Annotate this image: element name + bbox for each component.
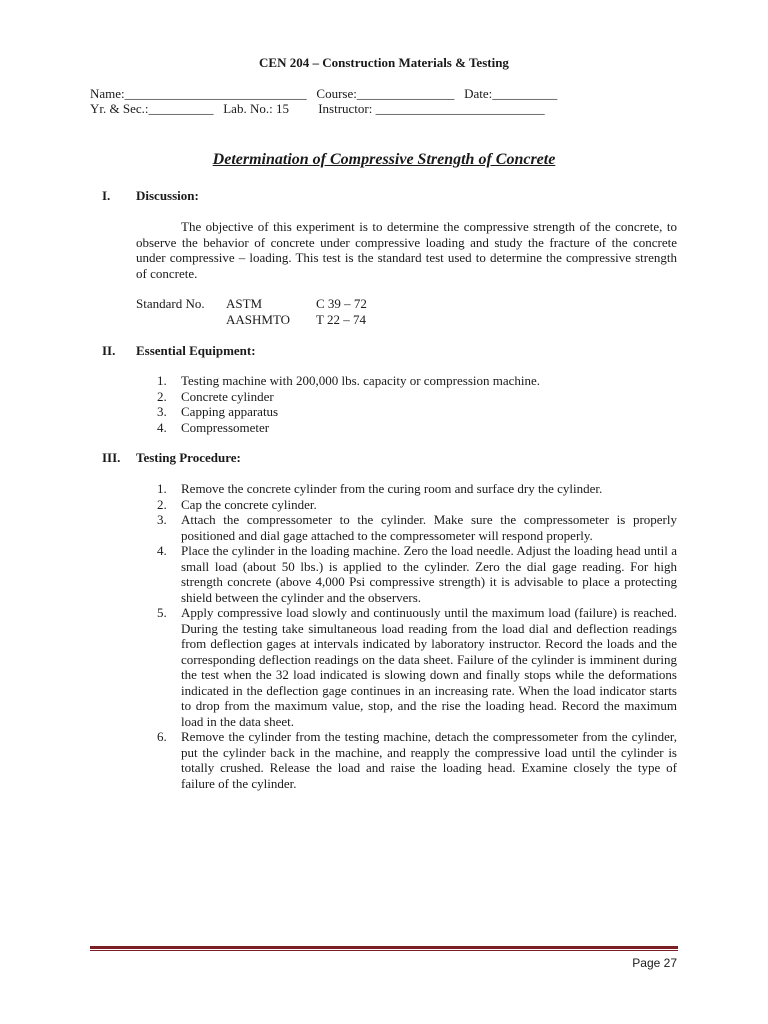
list-item bbox=[136, 389, 677, 405]
list-item-text: Attach the compressometer to the cylinder. Make sure the compressometer is properly positioned and dial gage attached to the compressometer will respond properly. bbox=[181, 512, 677, 543]
list-item-text: Remove the cylinder from the testing machine, detach the compressometer from the cylinder, put the cylinder back in the machine, and reapply the compressive load until the cylinder is totally crushed. Release the load and raise the loading head. Examine closely the type of failure of the cylinder. bbox=[181, 729, 677, 791]
discussion-paragraph: The objective of this experiment is to determine the compressive strength of the concrete, to observe the behavior of concrete under compressive loading and study the fracture of the concrete under compressive – loading. This test is the standard test used to determine the compressive strength of concrete. bbox=[136, 219, 677, 281]
list-item bbox=[136, 373, 677, 389]
list-item bbox=[136, 404, 677, 420]
equipment-list bbox=[136, 373, 677, 435]
list-item-number: 5. bbox=[157, 605, 167, 620]
section-number-discussion: I. bbox=[102, 188, 111, 203]
list-item bbox=[136, 729, 677, 791]
standard-org: ASTM bbox=[226, 296, 263, 311]
footer-rule-thin bbox=[90, 950, 678, 951]
footer-rule-thick bbox=[90, 946, 678, 949]
list-item-text: Cap the concrete cylinder. bbox=[181, 496, 317, 512]
list-item-number: 3. bbox=[157, 404, 167, 419]
document-title: Determination of Compressive Strength of Concrete bbox=[212, 151, 556, 168]
list-item bbox=[136, 512, 677, 543]
section-number-procedure: III. bbox=[102, 450, 121, 465]
list-item-text: Capping apparatus bbox=[181, 404, 279, 419]
list-item-text: Apply compressive load slowly and continuously until the maximum load (failure) is reached. During the testing take simultaneous load reading from the load dial and deflection readings from deflection gages at intervals indicated by laboratory instructor. Record the loads and the corresponding deflection readings on the data sheet. Failure of the cylinder is imminent during the test when the 32 load indicated is slowing down and finally stops while the deformations indicated in the deflection gage continues in an increasing rate. When the load indicator starts to drop from the maximum value, stop, and the rise the loading head. Record the maximum load in the data sheet. bbox=[181, 605, 677, 729]
list-item-number: 2. bbox=[157, 388, 167, 404]
list-item-number: 1. bbox=[157, 481, 167, 496]
list-item-text: Concrete cylinder bbox=[181, 388, 274, 404]
procedure-list bbox=[136, 481, 677, 791]
list-item-number: 4. bbox=[157, 419, 167, 435]
list-item-number: 2. bbox=[157, 496, 167, 512]
course-title: CEN 204 – Construction Materials & Testing bbox=[259, 55, 509, 70]
list-item-text: Remove the concrete cylinder from the curing room and surface dry the cylinder. bbox=[181, 481, 603, 496]
list-item bbox=[136, 543, 677, 605]
list-item bbox=[136, 420, 677, 436]
list-item bbox=[136, 497, 677, 513]
list-item-text: Testing machine with 200,000 lbs. capacity or compression machine. bbox=[181, 373, 541, 388]
list-item-number: 6. bbox=[157, 729, 167, 744]
list-item-number: 3. bbox=[157, 512, 167, 527]
list-item-number: 4. bbox=[157, 543, 167, 558]
section-heading-discussion: Discussion: bbox=[136, 188, 199, 203]
list-item-text: Compressometer bbox=[181, 419, 270, 435]
standard-label: Standard No. bbox=[136, 296, 205, 311]
list-item-number: 1. bbox=[157, 373, 167, 388]
student-info-line-2: Yr. & Sec.:__________ Lab. No.: 15 Instructor: __________________________ bbox=[90, 101, 545, 116]
section-heading-equipment: Essential Equipment: bbox=[136, 343, 256, 358]
standard-org: AASHMTO bbox=[226, 312, 291, 327]
list-item bbox=[136, 605, 677, 729]
page-number: Page 27 bbox=[632, 956, 677, 970]
standard-code: T 22 – 74 bbox=[316, 312, 366, 327]
section-heading-procedure: Testing Procedure: bbox=[136, 450, 241, 465]
student-info-line-1: Name:____________________________ Course:_______________ Date:__________ bbox=[90, 86, 558, 101]
list-item bbox=[136, 481, 677, 497]
list-item-text: Place the cylinder in the loading machine. Zero the load needle. Adjust the loading head until a small load (about 50 lbs.) is applied to the cylinder. Zero the dial gage reading. For high strength concrete (above 4,000 Psi compressive strength) it is advisable to place a protecting shield between the cylinder and the observers. bbox=[181, 543, 677, 605]
section-number-equipment: II. bbox=[102, 343, 116, 358]
standard-code: C 39 – 72 bbox=[316, 296, 367, 311]
